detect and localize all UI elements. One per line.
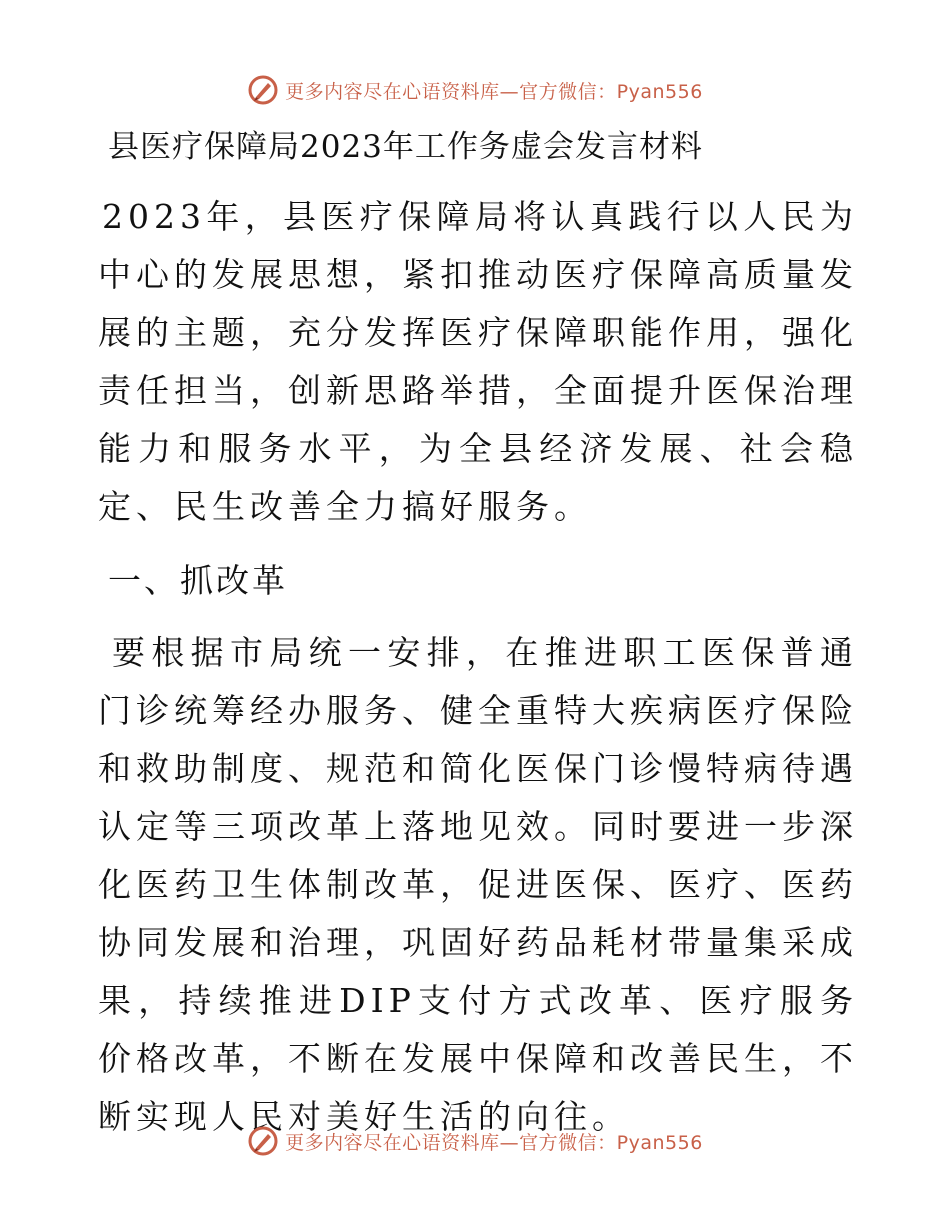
intro-paragraph: 2023年，县医疗保障局将认真践行以人民为中心的发展思想，紧扣推动医疗保障高质量发展的主题，充分发挥医疗保障职能作用，强化责任担当，创新思路举措，全面提升医保治理能力和服务水平，为全县经济发展、社会稳定、民生改善全力搞好服务。	[98, 197, 858, 526]
section-heading: 一、抓改革	[108, 561, 288, 600]
pen-logo-icon	[247, 74, 279, 106]
section-paragraph: 要根据市局统一安排，在推进职工医保普通门诊统筹经办服务、健全重特大疾病医疗保险和救助制度、规范和简化医保门诊慢特病待遇认定等三项改革上落地见效。同时要进一步深化医药卫生体制改革，促进医保、医疗、医药协同发展和治理，巩固好药品耗材带量集采成果，持续推进DIP支付方式改革、医疗服务价格改革，不断在发展中保障和改善民生，不断实现人民对美好生活的向往。	[98, 633, 858, 1136]
pen-logo-icon	[247, 1125, 279, 1157]
watermark-text: 更多内容尽在心语资料库—官方微信：Pyan556	[285, 80, 703, 103]
watermark-header	[0, 70, 950, 110]
watermark-footer	[0, 1121, 950, 1161]
watermark-text: 更多内容尽在心语资料库—官方微信：Pyan556	[285, 1131, 703, 1154]
document-body	[98, 124, 858, 1146]
document-title: 县医疗保障局2023年工作务虚会发言材料	[108, 129, 703, 165]
